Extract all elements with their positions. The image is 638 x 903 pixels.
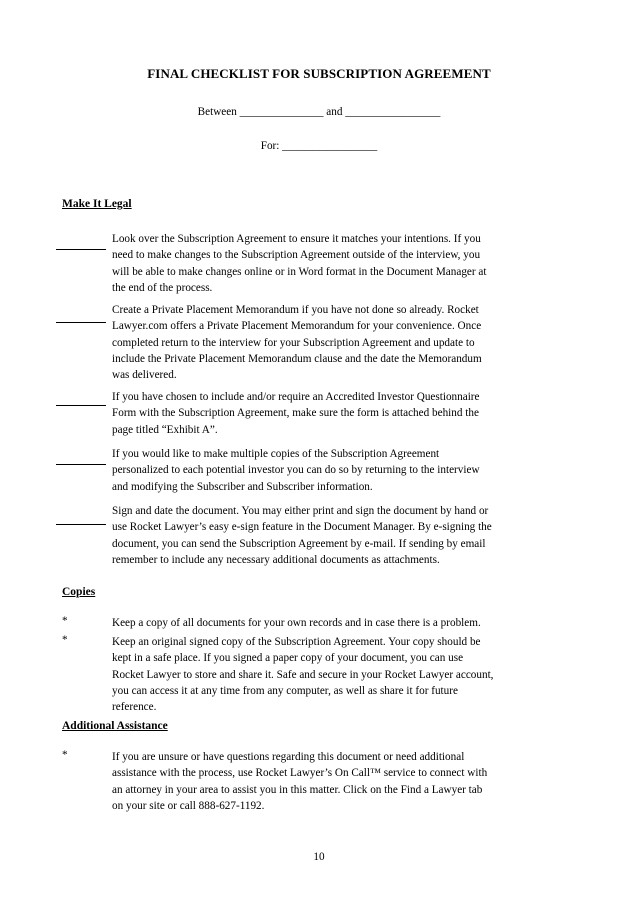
check-blank: [56, 524, 106, 525]
section-heading-make-it-legal: Make It Legal: [62, 198, 132, 210]
item-text: Sign and date the document. You may either print and sign the document by hand or use Rocket Lawyer’s easy e-sign feature in the Document Manager. By e-signing the document, you can send the Subscription Agreement by e-mail. If sending by email remember to include any necessary additional documents as attachments.: [112, 505, 492, 566]
page-number: 10: [313, 851, 325, 863]
check-blank: [56, 249, 106, 250]
item-text: Create a Private Placement Memorandum if you have not done so already. Rocket Lawyer.com offers a Private Placement Memorandum for your convenience. Once completed return to the interview for your Subscription Agreement and update to include the Private Placement Memorandum clause and the date the Memorandum was delivered.: [112, 304, 482, 382]
section-heading-copies: Copies: [62, 586, 96, 598]
item-text: Keep an original signed copy of the Subscription Agreement. Your copy should be kept in a safe place. If you signed a paper copy of your document, you can use Rocket Lawyer to store and share it. Safe and secure in your Rocket Lawyer account, you can access it at any time from any computer, as well as share it for future reference.: [112, 636, 494, 714]
for-line: For: _________________: [260, 140, 378, 152]
item-text: If you are unsure or have questions regarding this document or need additional assistance with the process, use Rocket Lawyer’s On Call™ service to connect with an attorney in your area to assist you in this matter. Click on the Find a Lawyer tab on your site or call 888-627-1192.: [112, 751, 488, 812]
item-text: Keep a copy of all documents for your own records and in case there is a problem.: [112, 617, 481, 629]
bullet-asterisk: *: [62, 615, 68, 627]
item-text: If you would like to make multiple copies of the Subscription Agreement personalized to each potential investor you can do so by returning to the interview and modifying the Subscriber and Subscriber information.: [112, 448, 480, 493]
check-blank: [56, 322, 106, 323]
check-blank: [56, 405, 106, 406]
check-blank: [56, 464, 106, 465]
item-text: If you have chosen to include and/or require an Accredited Investor Questionnaire Form with the Subscription Agreement, make sure the form is attached behind the page titled “Exhibit A”.: [112, 391, 480, 436]
bullet-asterisk: *: [62, 634, 68, 646]
between-line: Between _______________ and _________________: [197, 106, 441, 118]
bullet-asterisk: *: [62, 749, 68, 761]
item-text: Look over the Subscription Agreement to ensure it matches your intentions. If you need to make changes to the Subscription Agreement outside of the interview, you will be able to make changes online or in Word format in the Document Manager at the end of the process.: [112, 233, 487, 294]
section-heading-additional-assistance: Additional Assistance: [62, 720, 168, 732]
document-title: FINAL CHECKLIST FOR SUBSCRIPTION AGREEMENT: [147, 66, 491, 81]
